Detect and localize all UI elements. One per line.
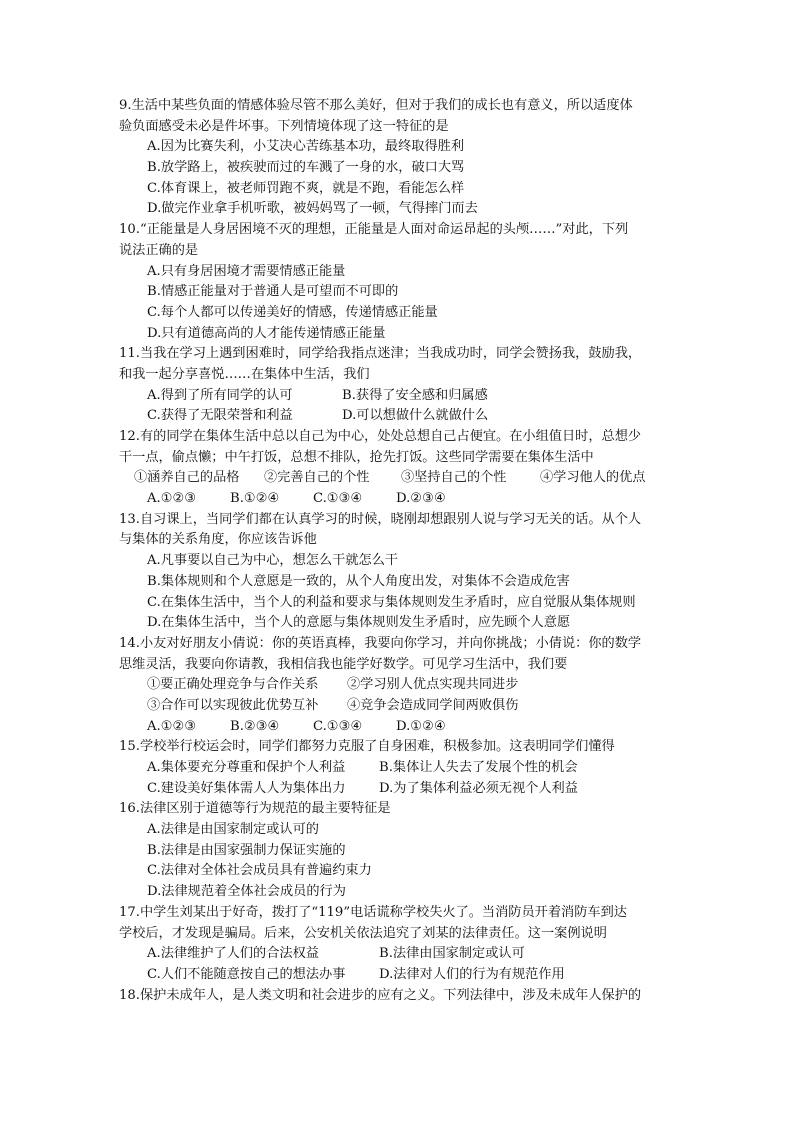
statement-row [119, 468, 679, 489]
question-stem: 干一点，偷点懒；中午打饭，总想不排队，抢先打饭。这些同学需要在集体生活中 [119, 449, 594, 465]
option-row [119, 406, 679, 427]
option-d: D.做完作业拿手机听歌，被妈妈骂了一顿，气得摔门而去 [147, 201, 478, 217]
question-stem: 验负面感受未必是件坏事。下列情境体现了这一特征的是 [119, 118, 449, 134]
statement-1: ①涵养自己的品格 [134, 470, 240, 486]
statement-1: ①要正确处理竞争与合作关系 [147, 677, 319, 693]
option-c: C.①③④ [313, 491, 363, 507]
question-stem: 说法正确的是 [119, 242, 199, 258]
question-stem: 学校后，才发现是骗局。后来，公安机关依法追究了刘某的法律责任。这一案例说明 [119, 925, 607, 941]
option-c: C.法律对全体社会成员具有普遍约束力 [147, 863, 372, 879]
option-b: B.集体规则和个人意愿是一致的，从个人角度出发，对集体不会造成危害 [147, 573, 570, 589]
statement-2: ②学习别人优点实现共同进步 [347, 677, 519, 693]
option-row [119, 944, 679, 965]
option-row [119, 717, 679, 738]
option-row [119, 489, 679, 510]
statement-row [119, 675, 679, 696]
question-stem: 14.小友对好朋友小倩说：你的英语真棒，我要向你学习，并向你挑战；小倩说：你的数学 [119, 635, 642, 651]
question-9 [119, 96, 679, 220]
question-stem: 16.法律区别于道德等行为规范的最主要特征是 [119, 801, 391, 817]
option-b: B.获得了安全感和归属感 [342, 387, 488, 403]
question-stem: 9.生活中某些负面的情感体验尽管不那么美好，但对于我们的成长也有意义，所以适度体 [119, 98, 633, 113]
question-stem: 与集体的关系角度，你应该告诉他 [119, 532, 317, 548]
question-12 [119, 427, 679, 510]
statement-3: ③合作可以实现彼此优势互补 [147, 697, 319, 713]
question-stem: 和我一起分享喜悦……在集体中生活，我们 [119, 366, 370, 382]
option-a: A.只有身居困境才需要情感正能量 [147, 263, 346, 279]
option-d: D.②③④ [396, 491, 446, 507]
option-b: B.情感正能量对于普通人是可望而不可即的 [147, 284, 399, 300]
option-a: A.法律维护了人们的合法权益 [147, 946, 319, 962]
option-c: C.人们不能随意按自己的想法办事 [147, 966, 346, 982]
option-row [119, 386, 679, 407]
option-c: C.体育课上，被老师罚跑不爽，就是不跑，看能怎么样 [147, 180, 465, 196]
option-a: A.因为比赛失利，小艾决心苦练基本功，最终取得胜利 [147, 139, 465, 155]
statement-2: ②完善自己的个性 [264, 470, 370, 486]
question-stem: 15.学校举行校运会时，同学们都努力克服了自身困难，积极参加。这表明同学们懂得 [119, 739, 615, 755]
statement-4: ④竞争会造成同学间两败俱伤 [347, 697, 519, 713]
question-stem: 12.有的同学在集体生活中总以自己为中心，处处总想自己占便宜。在小组值日时，总想少 [119, 429, 642, 444]
option-a: A.①②③ [147, 491, 197, 507]
option-b: B.法律是由国家强制力保证实施的 [147, 842, 346, 858]
question-stem: 11.当我在学习上遇到困难时，同学给我指点迷津；当我成功时，同学会赞扬我，鼓励我， [119, 346, 642, 362]
option-a: A.得到了所有同学的认可 [147, 387, 293, 403]
question-stem: 18.保护未成年人，是人类文明和社会进步的应有之义。下列法律中，涉及未成年人保护的 [119, 987, 642, 1003]
question-list [119, 96, 679, 1006]
option-row [119, 779, 679, 800]
option-d: D.法律对人们的行为有规范作用 [379, 966, 565, 982]
option-b: B.放学路上，被疾驶而过的车溅了一身的水，破口大骂 [147, 160, 465, 176]
question-15 [119, 737, 679, 799]
option-a: A.凡事要以自己为中心，想怎么干就怎么干 [147, 553, 399, 569]
option-b: B.②③④ [230, 718, 280, 734]
option-b: B.①②④ [230, 491, 280, 507]
option-b: B.集体让人失去了发展个性的机会 [379, 760, 578, 775]
option-c: C.建设美好集体需人人为集体出力 [147, 780, 346, 796]
question-stem: 17.中学生刘某出于好奇，拨打了“119”电话谎称学校失火了。当消防员开着消防车到达 [119, 904, 627, 920]
option-c: C.获得了无限荣誉和利益 [147, 408, 293, 424]
option-c: C.每个人都可以传递美好的情感，传递情感正能量 [147, 304, 438, 320]
question-18 [119, 986, 679, 1007]
question-13 [119, 510, 679, 634]
question-stem: 10.“正能量是人身居困境不灭的理想，正能量是人面对命运昂起的头颅……”对此，下列 [119, 222, 629, 238]
option-c: C.在集体生活中，当个人的利益和要求与集体规则发生矛盾时，应自觉服从集体规则 [147, 594, 636, 610]
question-stem: 13.自习课上，当同学们都在认真学习的时候，晓刚却想跟别人说与学习无关的话。从个人 [119, 511, 642, 527]
statement-row [119, 696, 679, 717]
option-row [119, 758, 679, 779]
option-d: D.法律规范着全体社会成员的行为 [147, 884, 346, 900]
question-14 [119, 634, 679, 737]
option-b: B.法律由国家制定或认可 [379, 946, 525, 962]
option-a: A.集体要充分尊重和保护个人利益 [147, 760, 346, 775]
question-16 [119, 799, 679, 902]
option-c: C.①③④ [313, 718, 363, 734]
option-d: D.只有道德高尚的人才能传递情感正能量 [147, 325, 386, 341]
statement-4: ④学习他人的优点 [540, 470, 646, 486]
option-a: A.法律是由国家制定或认可的 [147, 822, 319, 838]
option-d: D.可以想做什么就做什么 [342, 408, 489, 424]
option-d: D.①②④ [396, 718, 446, 734]
question-10 [119, 220, 679, 344]
statement-3: ③坚持自己的个性 [401, 470, 507, 486]
option-a: A.①②③ [147, 718, 197, 734]
question-17 [119, 903, 679, 986]
option-d: D.为了集体利益必须无视个人利益 [379, 780, 578, 796]
question-11 [119, 344, 679, 427]
question-stem: 思维灵活，我要向你请教，我相信我也能学好数学。可见学习生活中，我们要 [119, 656, 568, 672]
option-row [119, 965, 679, 986]
option-d: D.在集体生活中，当个人的意愿与集体规则发生矛盾时，应先顾个人意愿 [147, 615, 571, 631]
